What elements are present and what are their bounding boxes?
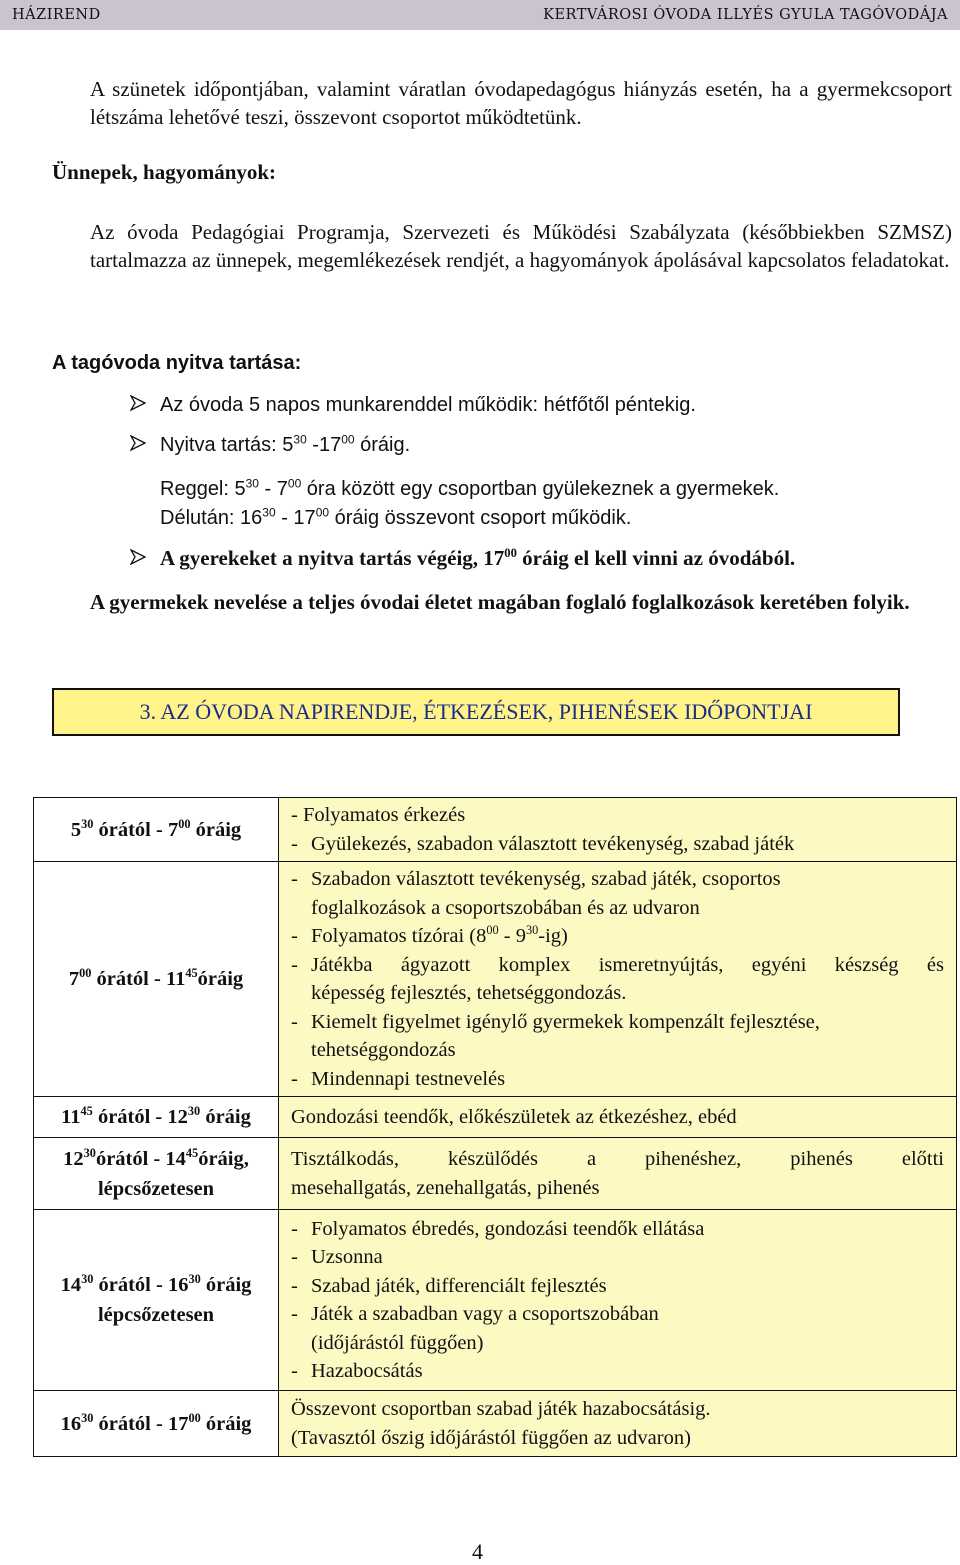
activity-cell: - Folyamatos érkezés - Gyülekezés, szabadon választott tevékenység, szabad játék bbox=[279, 798, 957, 862]
activity-cell: Tisztálkodás, készülődés a pihenéshez, pihenés előtti mesehallgatás, zenehallgatás, pihenés bbox=[279, 1138, 957, 1210]
opening-heading: A tagóvoda nyitva tartása: bbox=[52, 352, 302, 374]
table-row bbox=[34, 1097, 957, 1138]
holidays-heading: Ünnepek, hagyományok: bbox=[52, 160, 277, 184]
page-header bbox=[0, 0, 960, 30]
morning-line: Reggel: $5^{30} - 7^{00}$ óra között egy csoportban gyülekeznek a gyermekek. bbox=[160, 476, 780, 500]
activity-cell: - Folyamatos ébredés, gondozási teendők ellátása - Uzsonna - Szabad játék, differenciált fejlesztés - Játék a szabadban vagy a csoportszobában (időjárástól függően) - Hazabocsátás bbox=[279, 1210, 957, 1391]
time-cell: $16^{30}$ órától - $17^{00}$ óráig bbox=[34, 1391, 279, 1457]
arrow-bullet-icon bbox=[130, 391, 160, 419]
bullet-pickup: A gyerekeket a nyitva tartás végéig, $17^{00}$ óráig el kell vinni az óvodából. bbox=[130, 544, 795, 572]
intro-paragraph: A szünetek időpontjában, valamint váratlan óvodapedagógus hiányzás esetén, ha a gyermekcsoport létszáma lehetővé teszi, összevont csoportot működtetünk. bbox=[90, 77, 952, 129]
table-row bbox=[34, 862, 957, 1097]
time-cell: $5^{30}$ órától - $7^{00}$ óráig bbox=[34, 798, 279, 862]
activity-cell: Gondozási teendők, előkészületek az étkezéshez, ebéd bbox=[279, 1097, 957, 1138]
bullet-opening-hours: Nyitva tartás: $5^{30}$ $-17^{00}$ óráig. bbox=[130, 431, 410, 459]
schedule-table bbox=[33, 797, 957, 1457]
table-row bbox=[34, 1210, 957, 1391]
header-right: KERTVÁROSI ÓVODA ILLYÉS GYULA TAGÓVODÁJA bbox=[543, 7, 948, 23]
afternoon-line: Délután: $16^{30} - 17^{00}$ óráig összevont csoport működik. bbox=[160, 505, 632, 529]
bullet-workdays: Az óvoda 5 napos munkarenddel működik: hétfőtől péntekig. bbox=[130, 391, 696, 419]
table-row bbox=[34, 1138, 957, 1210]
arrow-bullet-icon bbox=[130, 431, 160, 459]
table-row bbox=[34, 1391, 957, 1457]
time-cell: $11^{45}$ órától - $12^{30}$ óráig bbox=[34, 1097, 279, 1138]
holidays-paragraph: Az óvoda Pedagógiai Programja, Szervezeti és Működési Szabályzata (későbbiekben SZMSZ) tartalmazza az ünnepek, megemlékezések rendjét, a hagyományok ápolásával kapcsolatos feladatokat. bbox=[90, 220, 952, 272]
table-row bbox=[34, 798, 957, 862]
time-cell: $12^{30}órától$ - $14^{45}óráig$, lépcsőzetesen bbox=[34, 1138, 279, 1210]
page-number: 4 bbox=[472, 1539, 483, 1564]
activity-cell: Összevont csoportban szabad játék hazabocsátásig. (Tavasztól őszig időjárástól függően az udvaron) bbox=[279, 1391, 957, 1457]
closing-paragraph: A gyermekek nevelése a teljes óvodai életet magában foglaló foglalkozások keretében folyik. bbox=[90, 590, 910, 614]
section-title: 3. AZ ÓVODA NAPIRENDJE, ÉTKEZÉSEK, PIHENÉSEK IDŐPONTJAI bbox=[52, 688, 900, 736]
time-cell: $14^{30}$ órától - $16^{30}$ óráig lépcsőzetesen bbox=[34, 1210, 279, 1391]
header-left: HÁZIREND bbox=[12, 7, 101, 23]
activity-cell: - Szabadon választott tevékenység, szabad játék, csoportos foglalkozások a csoportszobában és az udvaron - Folyamatos tízórai $(8^{00} - 9^{30}-ig)$ - Játékba ágyazott komplex ismeretnyújtás, egyéni készség és képesség fejlesztés, tehetséggondozás. - Kiemelt figyelmet igénylő gyermekek kompenzált fejlesztése, tehetséggondozás - Mindennapi testnevelés bbox=[279, 862, 957, 1097]
time-cell: $7^{00}$ órától - $11^{45}óráig$ bbox=[34, 862, 279, 1097]
arrow-bullet-icon bbox=[130, 544, 160, 572]
